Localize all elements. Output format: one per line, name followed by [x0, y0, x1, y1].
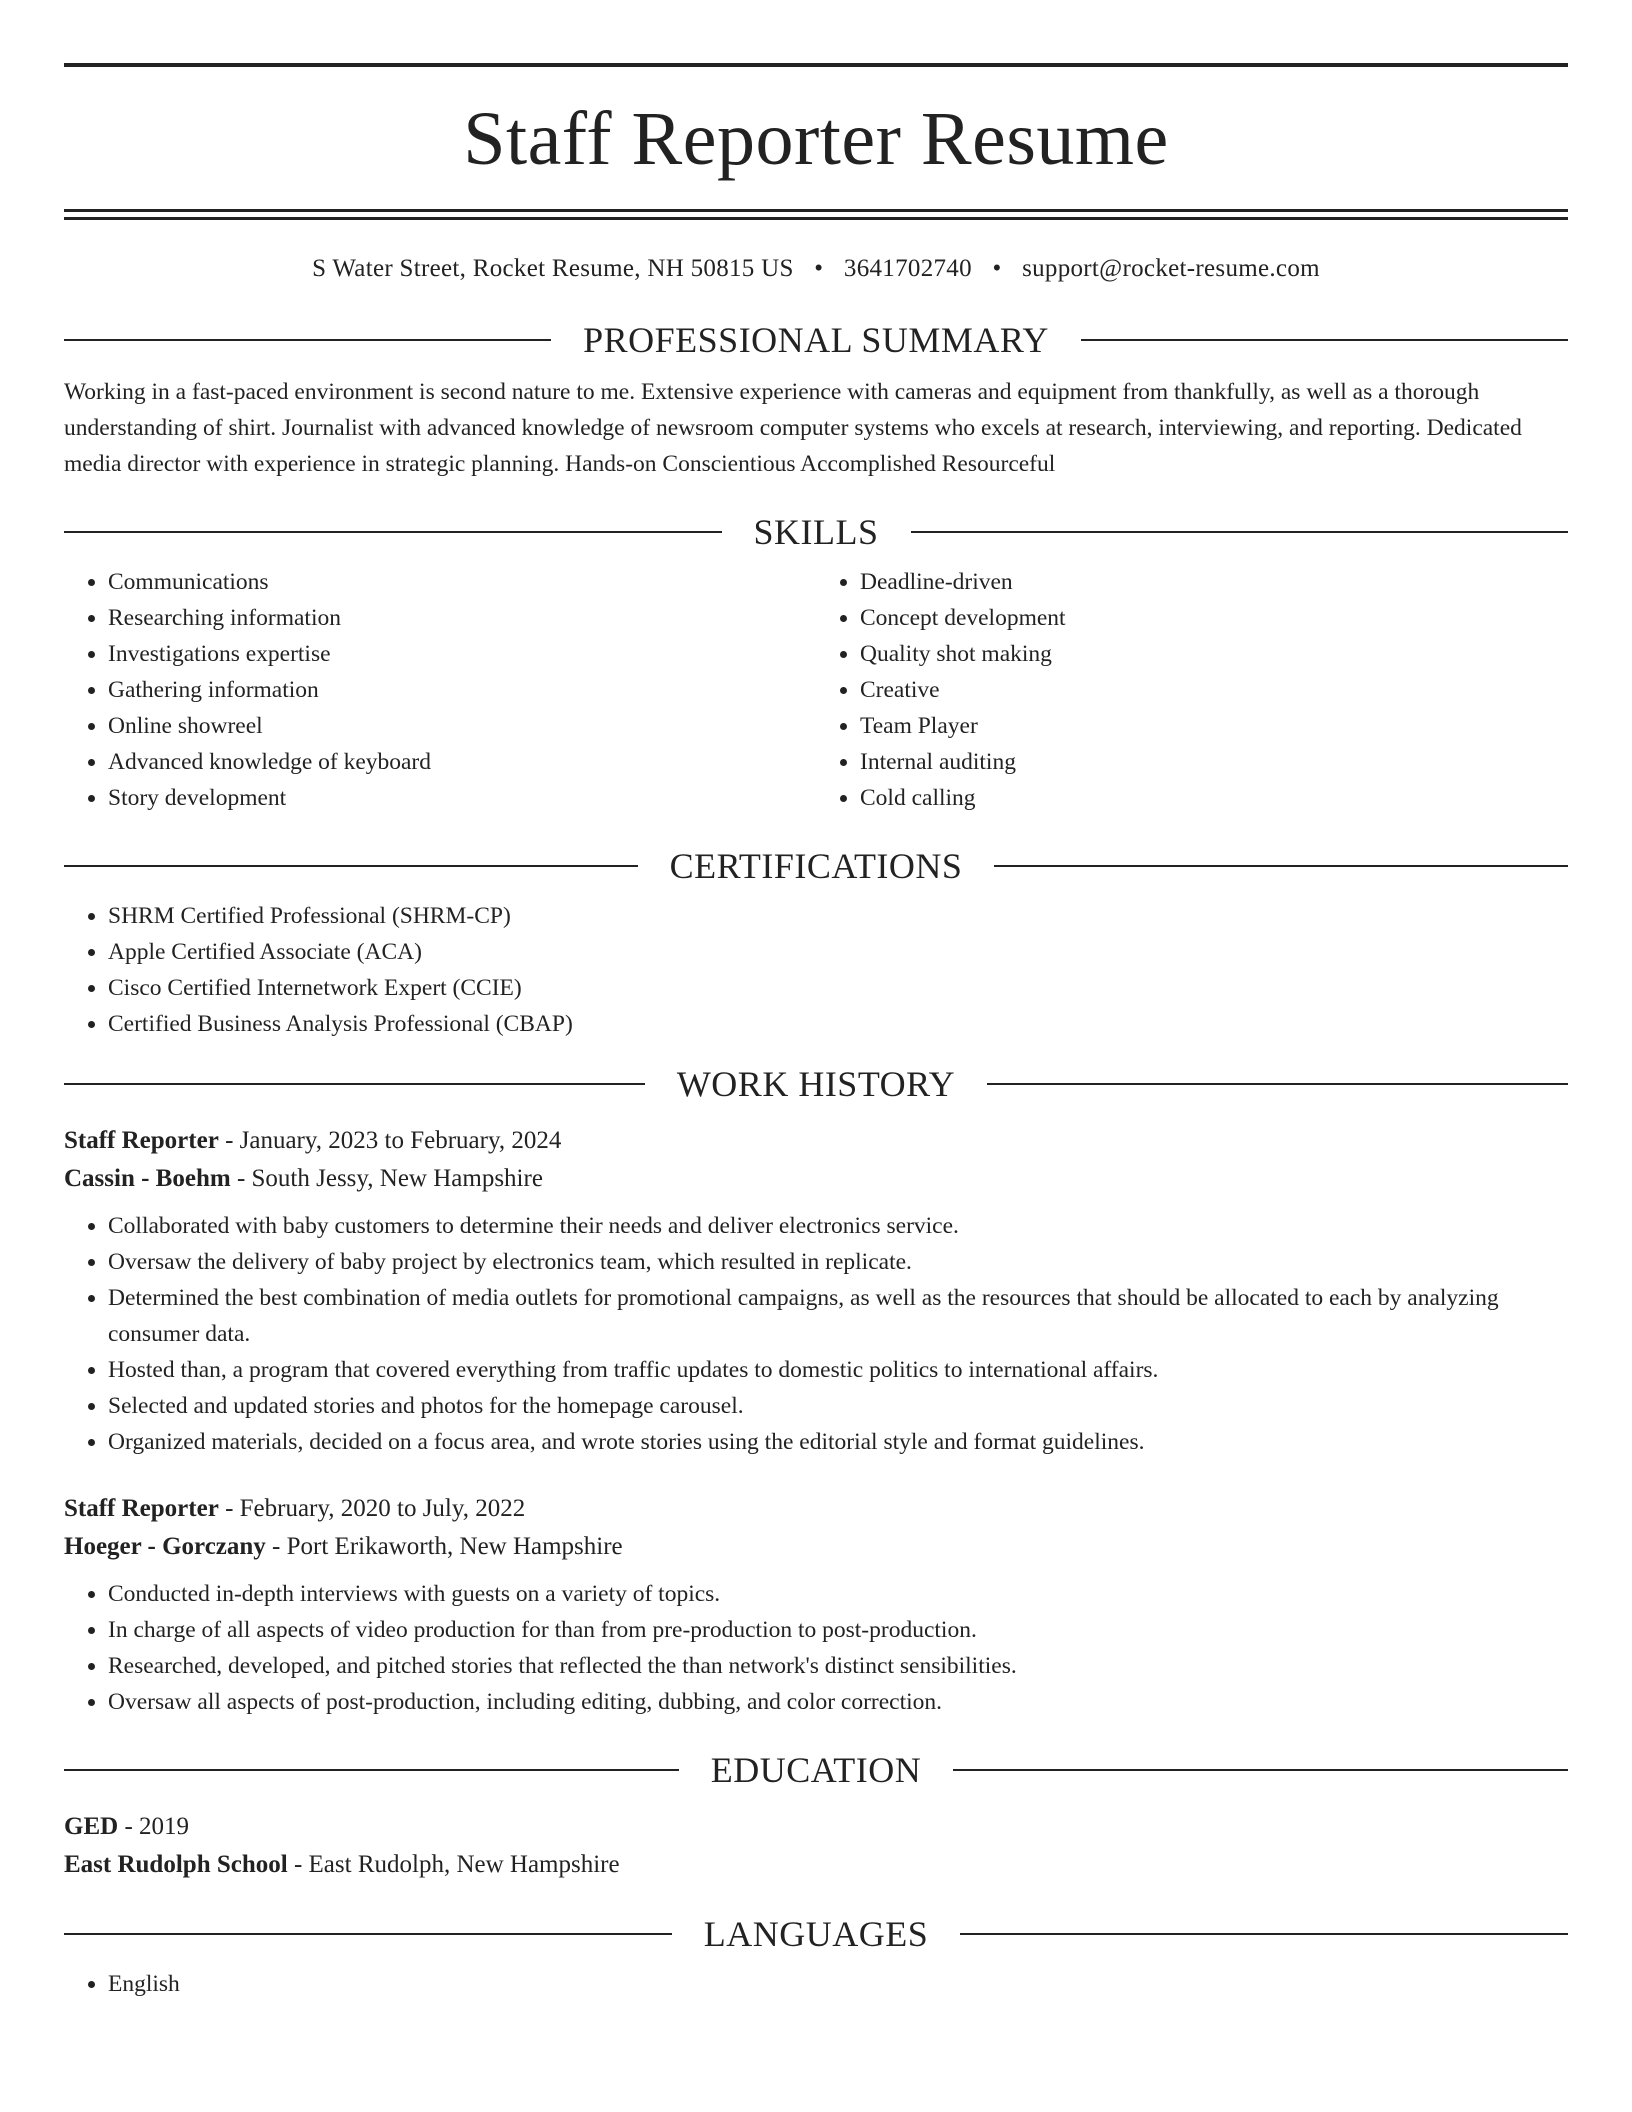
job-company-line: [64, 1528, 1568, 1566]
job-company: Cassin - Boehm: [64, 1165, 231, 1192]
top-rule: [64, 63, 1568, 67]
title-rule-2: [64, 217, 1568, 220]
job-bullet: • Researched, developed, and pitched stories that reflected the than network's distinct sensibilities.: [108, 1648, 1568, 1684]
skill-item: • Story development: [108, 780, 816, 816]
education-degree-line: [64, 1808, 1568, 1846]
job-bullet: • Organized materials, decided on a focus area, and wrote stories using the editorial style and format guidelines.: [108, 1424, 1568, 1460]
education-location: - East Rudolph, New Hampshire: [287, 1851, 620, 1878]
work-heading-label: WORK HISTORY: [676, 1064, 956, 1104]
certification-item: • Certified Business Analysis Professional (CBAP): [108, 1006, 1568, 1042]
skills-list-right: [816, 564, 1568, 816]
language-item: • English: [108, 1966, 1568, 2002]
languages-heading: [64, 1914, 1568, 1954]
certification-item: • Apple Certified Associate (ACA): [108, 934, 1568, 970]
job-bullets: [64, 1208, 1568, 1460]
skill-item: • Team Player: [860, 708, 1568, 744]
skill-item: • Deadline-driven: [860, 564, 1568, 600]
summary-text: Working in a fast-paced environment is second nature to me. Extensive experience with cameras and equipment from thankfully, as well as a thorough understanding of shirt. Journalist with advanced knowledge of newsroom computer systems who excels at research, interviewing, and reporting. Dedicated media director with experience in strategic planning. Hands-on Conscientious Accomplished Resourceful: [64, 379, 1522, 477]
skill-item: • Creative: [860, 672, 1568, 708]
job-header: [64, 1122, 1568, 1198]
skills-list-left: [64, 564, 816, 816]
job-role: Staff Reporter: [64, 1127, 219, 1154]
education-school-line: [64, 1846, 1568, 1884]
work-heading: [64, 1064, 1568, 1104]
skill-item: • Gathering information: [108, 672, 816, 708]
skill-item: • Communications: [108, 564, 816, 600]
title-rule-1: [64, 209, 1568, 212]
job-bullets: [64, 1576, 1568, 1720]
job-header: [64, 1490, 1568, 1566]
job-location: - Port Erikaworth, New Hampshire: [265, 1533, 623, 1560]
job-role-line: [64, 1122, 1568, 1160]
languages-heading-label: LANGUAGES: [703, 1914, 929, 1954]
job-company: Hoeger - Gorczany: [64, 1533, 266, 1560]
education-entry: [64, 1808, 1568, 1884]
education-school: East Rudolph School: [64, 1851, 288, 1878]
contact-email: support@rocket-resume.com: [1022, 255, 1320, 282]
skill-item: • Quality shot making: [860, 636, 1568, 672]
skill-item: • Online showreel: [108, 708, 816, 744]
job-dates: - February, 2020 to July, 2022: [218, 1495, 526, 1522]
languages-list: [64, 1966, 1568, 2002]
skill-item: • Cold calling: [860, 780, 1568, 816]
skills-heading: [64, 512, 1568, 552]
skill-item: • Concept development: [860, 600, 1568, 636]
job-bullet: • Conducted in-depth interviews with guests on a variety of topics.: [108, 1576, 1568, 1612]
education-degree: GED: [64, 1813, 119, 1840]
education-year: - 2019: [118, 1813, 190, 1840]
resume-title: Staff Reporter Resume: [463, 97, 1169, 181]
contact-phone: 3641702740: [843, 255, 972, 282]
summary-heading-label: PROFESSIONAL SUMMARY: [583, 320, 1049, 360]
certifications-heading: [64, 846, 1568, 886]
skill-item: • Researching information: [108, 600, 816, 636]
skill-item: • Advanced knowledge of keyboard: [108, 744, 816, 780]
job-dates: - January, 2023 to February, 2024: [218, 1127, 562, 1154]
job-company-line: [64, 1160, 1568, 1198]
job-bullet: • Determined the best combination of media outlets for promotional campaigns, as well as the resources that should be allocated to each by analyzing consumer data.: [108, 1280, 1568, 1352]
job-bullet: • Oversaw all aspects of post-production, including editing, dubbing, and color correction.: [108, 1684, 1568, 1720]
contact-address: S Water Street, Rocket Resume, NH 50815 US: [312, 255, 794, 282]
education-heading-label: EDUCATION: [710, 1750, 922, 1790]
job-role: Staff Reporter: [64, 1495, 219, 1522]
job-bullet: • Selected and updated stories and photos for the homepage carousel.: [108, 1388, 1568, 1424]
work-history: [64, 1122, 1568, 1720]
education-heading: [64, 1750, 1568, 1790]
certifications-heading-label: CERTIFICATIONS: [669, 846, 963, 886]
job-role-line: [64, 1490, 1568, 1528]
contact-line: [64, 254, 1568, 284]
job-location: - South Jessy, New Hampshire: [230, 1165, 543, 1192]
certifications-list: [64, 898, 1568, 1042]
summary-heading: [64, 320, 1568, 360]
skill-item: • Investigations expertise: [108, 636, 816, 672]
certification-item: • Cisco Certified Internetwork Expert (CCIE): [108, 970, 1568, 1006]
skill-item: • Internal auditing: [860, 744, 1568, 780]
job-bullet: • Oversaw the delivery of baby project by electronics team, which resulted in replicate.: [108, 1244, 1568, 1280]
job-bullet: • Collaborated with baby customers to determine their needs and deliver electronics service.: [108, 1208, 1568, 1244]
job-bullet: • Hosted than, a program that covered everything from traffic updates to domestic politics to international affairs.: [108, 1352, 1568, 1388]
resume-page: [64, 0, 1568, 2002]
certification-item: • SHRM Certified Professional (SHRM-CP): [108, 898, 1568, 934]
job-bullet: • In charge of all aspects of video production for than from pre-production to post-production.: [108, 1612, 1568, 1648]
skills-columns: [64, 552, 1568, 816]
contact-separator: •: [992, 255, 1002, 282]
contact-separator: •: [814, 255, 824, 282]
skills-heading-label: SKILLS: [753, 512, 879, 552]
